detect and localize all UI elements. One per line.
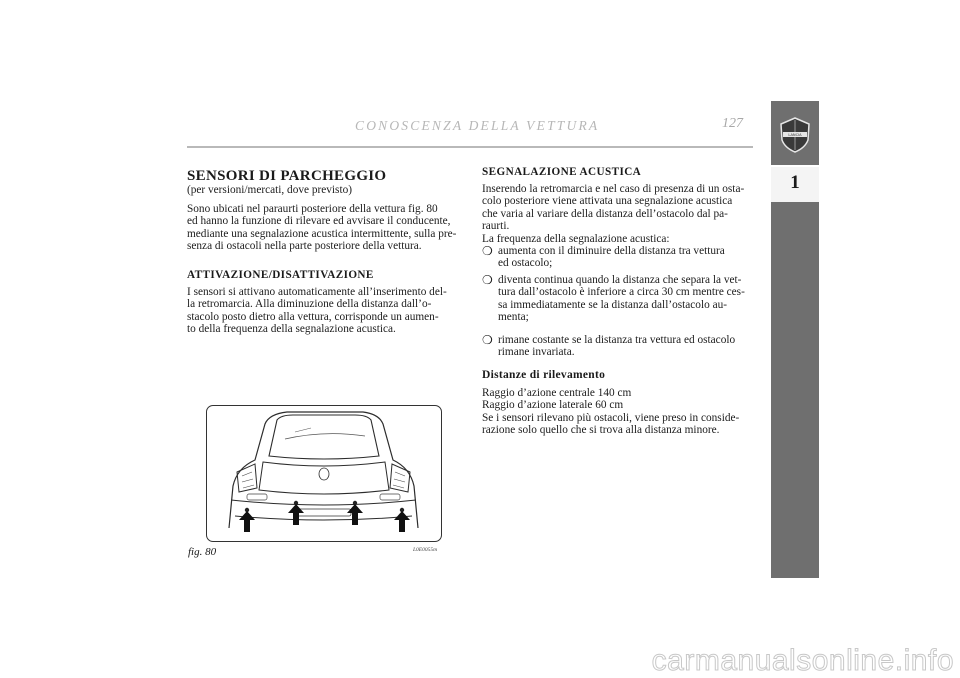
- lancia-logo-icon: [778, 116, 812, 154]
- intro-paragraph: Sono ubicati nel paraurti posteriore della vettura fig. 80 ed hanno la funzione di rilevare ed avvisare il conducente, mediante una segnalazione acustica intermittente, sulla pre- senza di ostacoli nella parte posteriore della vettura.: [187, 203, 457, 253]
- main-heading: SENSORI DI PARCHEGGIO: [187, 168, 387, 184]
- bullet-circle-icon: ❍: [482, 333, 493, 347]
- figure-caption: fig. 80: [188, 546, 217, 558]
- bullet-circle-icon: ❍: [482, 273, 493, 287]
- page-number: 127: [722, 116, 743, 131]
- bullet-item: ❍ rimane costante se la distanza tra vettura ed ostacolo rimane invariata.: [482, 333, 736, 359]
- acoustic-paragraph: Inserendo la retromarcia e nel caso di presenza di un osta- colo posteriore viene attivata una segnalazione acustica che varia al variare della distanza dell’ostacolo dal pa- raurti. La frequenza della segnalazione acustica:: [482, 183, 745, 245]
- acoustic-heading: SEGNALAZIONE ACUSTICA: [482, 166, 642, 178]
- bullet-item: ❍ diventa continua quando la distanza che separa la vet- tura dall’ostacolo è inferiore a circa 30 cm mentre ces- sa immediatamente se la distanza dall’ostacolo au- menta;: [482, 273, 745, 324]
- section-title: CONOSCENZA DELLA VETTURA: [355, 118, 600, 133]
- header-rule: [187, 146, 753, 148]
- activation-paragraph: I sensori si attivano automaticamente all’inserimento del- la retromarcia. Alla diminuzione della distanza dall’o- stacolo posto dietro alla vettura, corrisponde un aumen- to della frequenza della segnalazione acustica.: [187, 286, 447, 336]
- svg-text:LANCIA: LANCIA: [788, 133, 802, 138]
- activation-heading: ATTIVAZIONE/DISATTIVAZIONE: [187, 269, 374, 281]
- subtitle: (per versioni/mercati, dove previsto): [187, 184, 353, 196]
- distance-heading: Distanze di rilevamento: [482, 369, 606, 381]
- svg-text:carmanualsonline.info: carmanualsonline.info: [651, 644, 954, 677]
- bullet-item: ❍ aumenta con il diminuire della distanza tra vettura ed ostacolo;: [482, 244, 725, 270]
- chapter-number: 1: [790, 172, 800, 193]
- distance-paragraph: Raggio d’azione centrale 140 cm Raggio d’azione laterale 60 cm Se i sensori rilevano più ostacoli, viene preso in conside- razione solo quello che si trova alla distanza minore.: [482, 387, 740, 437]
- figure-code: L0E0055m: [413, 547, 438, 553]
- car-rear-parking-sensors-illustration: [207, 406, 440, 540]
- watermark: [548, 641, 960, 677]
- bullet-circle-icon: ❍: [482, 244, 493, 258]
- figure-frame: [206, 405, 442, 542]
